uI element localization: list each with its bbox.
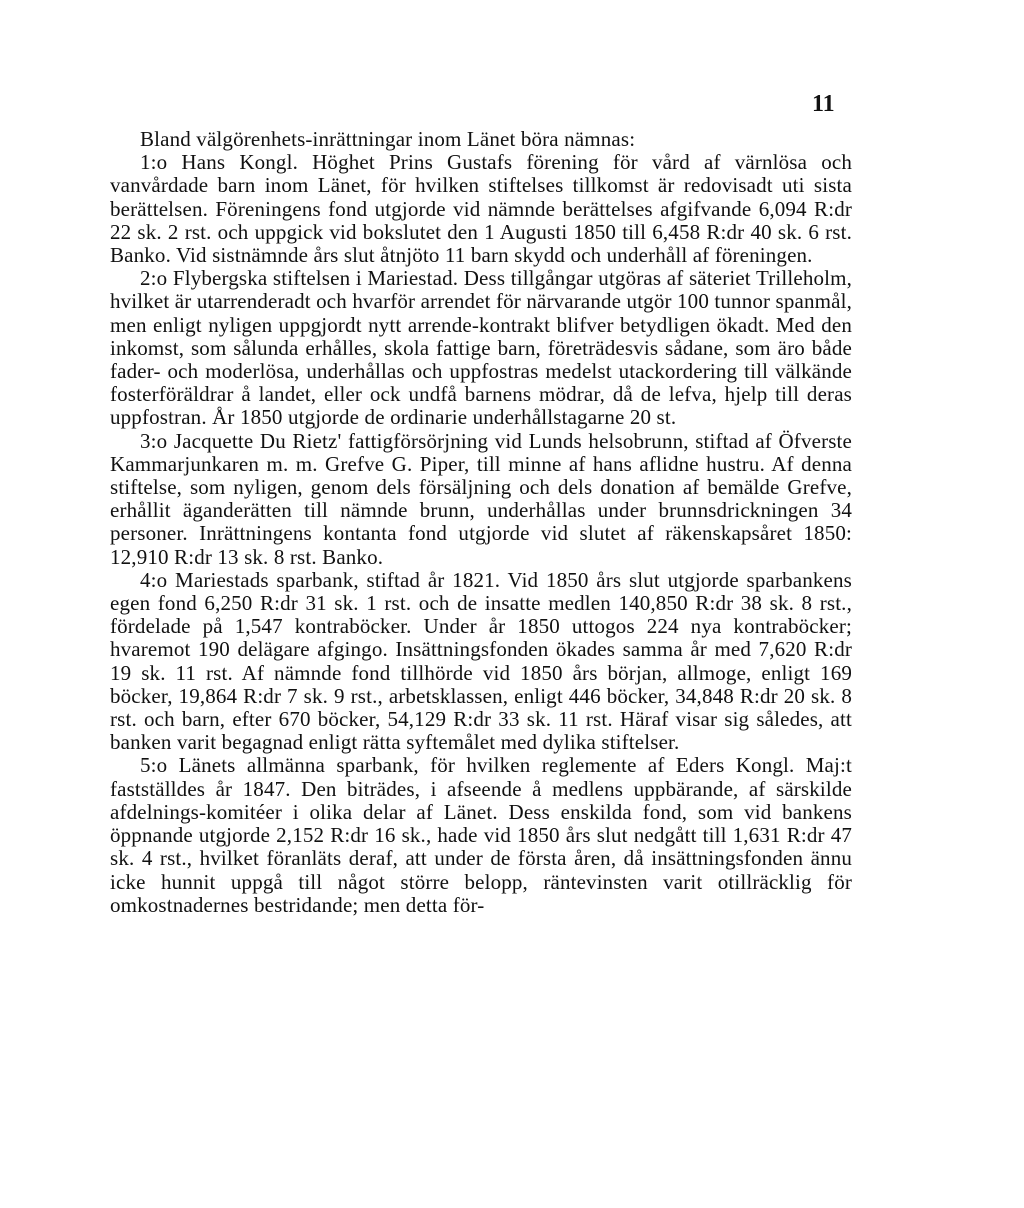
paragraph-2: 2:o Flybergska stiftelsen i Mariestad. Dess tillgångar utgöras af säteriet Trilleholm, hvilket är utarrenderadt och hvarför arrendet för närvarande utgör 100 tunnor spanmål, men enligt nyligen uppgjordt nytt arrende-kontrakt blifver betydligen ökadt. Med den inkomst, som sålunda erhålles, skola fattige barn, företrädesvis sådane, som äro både fader- och moderlösa, underhållas och uppfostras medelst utackordering till välkände fosterföräldrar å landet, eller ock undfå barnens mödrar, då de lefva, hjelp till deras uppfostran. År 1850 utgjorde de ordinarie underhållstagarne 20 st. xyxy=(110,266,852,430)
paragraph-5: 5:o Länets allmänna sparbank, för hvilken reglemente af Eders Kongl. Maj:t fastställdes år 1847. Den biträdes, i afseende å medlens uppbärande, af särskilde afdelnings-komitéer i olika delar af Länet. Dess enskilda fond, som vid bankens öppnande utgjorde 2,152 R:dr 16 sk., hade vid 1850 års slut nedgått till 1,631 R:dr 47 sk. 4 rst., hvilket föranläts deraf, att under de första åren, då insättningsfonden ännu icke hunnit uppgå till något större belopp, räntevinsten varit otillräcklig för omkostnadernes bestridande; men detta för- xyxy=(110,753,852,917)
paragraph-1: 1:o Hans Kongl. Höghet Prins Gustafs förening för vård af värnlösa och vanvårdade barn inom Länet, för hvilken stiftelses tillkomst är redovisadt uti sista berättelsen. Föreningens fond utgjorde vid nämnde berättelses afgifvande 6,094 R:dr 22 sk. 2 rst. och uppgick vid bokslutet den 1 Augusti 1850 till 6,458 R:dr 40 sk. 6 rst. Banko. Vid sistnämnde års slut åtnjöto 11 barn skydd och underhåll af föreningen. xyxy=(110,150,852,268)
page-number: 11 xyxy=(812,91,835,117)
paragraph-4: 4:o Mariestads sparbank, stiftad år 1821. Vid 1850 års slut utgjorde sparbankens egen fond 6,250 R:dr 31 sk. 1 rst. och de insatte medlen 140,850 R:dr 38 sk. 8 rst., fördelade på 1,547 kontraböcker. Under år 1850 uttogos 224 nya kontraböcker; hvaremot 190 delägare afgingo. Insättningsfonden ökades samma år med 7,620 R:dr 19 sk. 11 rst. Af nämnde fond tillhörde vid 1850 års början, allmoge, enligt 169 böcker, 19,864 R:dr 7 sk. 9 rst., arbetsklassen, enligt 446 böcker, 34,848 R:dr 20 sk. 8 rst. och barn, efter 670 böcker, 54,129 R:dr 33 sk. 11 rst. Häraf visar sig således, att banken varit begagnad enligt rätta syftemålet med dylika stiftelser. xyxy=(110,567,852,755)
body-text xyxy=(110,128,852,917)
paragraph-3: 3:o Jacquette Du Rietz' fattigförsörjning vid Lunds helsobrunn, stiftad af Öfverste Kammarjunkaren m. m. Grefve G. Piper, till minne af hans aflidne hustru. Af denna stiftelse, som nyligen, genom dels försäljning och dels donation af bemälde Grefve, erhållit äganderätten till nämnde brunn, underhållas under brunnsdrickningen 34 personer. Inrättningens kontanta fond utgjorde vid slutet af räkenskapsåret 1850: 12,910 R:dr 13 sk. 8 rst. Banko. xyxy=(110,428,852,569)
intro-paragraph: Bland välgörenhets-inrättningar inom Länet böra nämnas: xyxy=(140,127,636,151)
